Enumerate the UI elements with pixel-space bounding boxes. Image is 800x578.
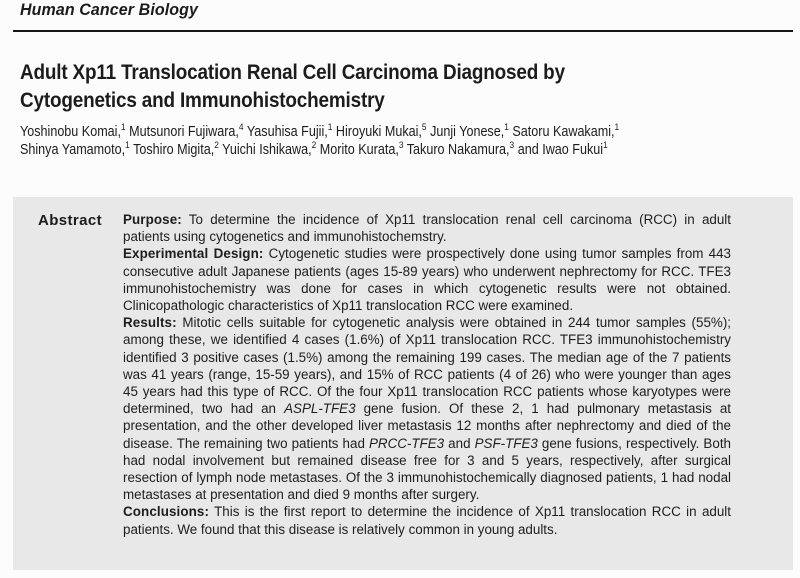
abstract-section-heading: Conclusions: — [123, 504, 210, 520]
abstract-text: Cytogenetic studies were prospectively done using tumor samples from 443 consecutive adult Japanese patients (ages 15-89 years) who underwent nephrectomy for RCC. TFE3 immunohistochemistry was done for cases in which cytogenetic results were not obtained. Clinicopathologic characteristics of Xp11 translocation RCC were examined. — [123, 246, 732, 314]
abstract-text: gene fusion. Of these 2, 1 had pulmonary metastasis at presentation, and the other developed liver metastasis 12 months after nephrectomy and died of the disease. The remaining two patients had — [123, 401, 732, 451]
author-name: Morito Kurata,$^3$ — [319, 139, 404, 158]
author-affiliation-number: 3 — [509, 139, 515, 151]
author-list — [20, 124, 619, 159]
author-name: Yoshinobu Komai,$^1$ — [20, 122, 126, 140]
abstract-section-heading: Experimental Design: — [123, 246, 264, 262]
header-rule — [13, 30, 793, 32]
section-kicker: Human Cancer Biology — [20, 1, 199, 19]
abstract-section-heading: Results: — [123, 315, 177, 331]
author-affiliation-number: 1 — [327, 122, 333, 134]
author-affiliation-number: 2 — [311, 139, 317, 151]
author-name: Toshiro Migita,$^2$ — [133, 139, 219, 158]
author-name: Mutsunori Fujiwara,$^4$ — [129, 122, 244, 140]
abstract-text: gene fusions, respectively. Both had nodal involvement but remained disease free for 3 and 5 years, respectively, after surgical resection of lymph node metastases. Of the 3 immunohistochemically diagnosed patients, 1 had nodal metastases at presentation and died 9 months after surgery. — [123, 435, 731, 503]
abstract-section — [123, 211, 731, 245]
author-name: Shinya Yamamoto,$^1$ — [20, 139, 130, 158]
author-name: Yasuhisa Fujii,$^1$ — [246, 122, 333, 140]
author-affiliation-number: 1 — [504, 122, 509, 134]
author-affiliation-number: 1 — [614, 122, 620, 134]
abstract-section — [123, 245, 731, 314]
abstract-body — [123, 211, 731, 538]
abstract-text: Mitotic cells suitable for cytogenetic analysis were obtained in 244 tumor samples (55%); among these, we identified 4 cases (1.6%) of Xp11 translocation RCC. TFE3 immunohistochemistry identified 3 positive cases (1.5%) among the remaining 199 cases. The median age of the 7 patients was 41 years (range, 15-59 years), and 15% of RCC patients (4 of 26) who were younger than ages 45 years had this type of RCC. Of the four Xp11 translocation RCC patients whose karyotypes were determined, two had an — [123, 315, 731, 417]
author-affiliation-number: 3 — [398, 139, 404, 151]
author-affiliation-number: 2 — [214, 139, 219, 151]
author-affiliation-number: 4 — [238, 122, 244, 134]
author-name: Junji Yonese,$^1$ — [430, 122, 509, 140]
abstract-text: To determine the incidence of Xp11 translocation renal cell carcinoma (RCC) in adult patients using cytogenetics and immunohistochemstry. — [123, 212, 731, 245]
abstract-label: Abstract — [38, 212, 103, 229]
author-line — [20, 124, 619, 142]
author-line — [20, 139, 619, 160]
author-affiliation-number: 1 — [120, 122, 126, 134]
gene-name: ASPL-TFE3 — [284, 401, 356, 417]
author-name: and Iwao Fukui$^1$ — [517, 139, 608, 158]
abstract-section — [123, 314, 731, 503]
article-title — [20, 58, 565, 114]
abstract-panel — [13, 197, 793, 570]
author-affiliation-number: 5 — [421, 122, 427, 134]
abstract-section-heading: Purpose: — [123, 212, 182, 227]
author-name: Hiroyuki Mukai,$^5$ — [335, 122, 427, 140]
abstract-text: This is the first report to determine the incidence of Xp11 translocation RCC in adult patients. We found that this disease is relatively common in young adults. — [123, 504, 731, 537]
author-affiliation-number: 1 — [603, 139, 608, 151]
abstract-section — [123, 503, 731, 537]
abstract-text: and — [444, 435, 475, 451]
gene-name: PRCC-TFE3 — [368, 435, 445, 451]
author-name: Satoru Kawakami,$^1$ — [512, 122, 620, 140]
article-title-line2: Cytogenetics and Immunohistochemistry — [20, 88, 385, 112]
article-title-line1: Adult Xp11 Translocation Renal Cell Carcinoma Diagnosed by — [20, 60, 565, 84]
author-name: Takuro Nakamura,$^3$ — [406, 139, 515, 158]
author-affiliation-number: 1 — [125, 139, 130, 151]
gene-name: PSF-TFE3 — [474, 435, 538, 451]
author-name: Yuichi Ishikawa,$^2$ — [222, 139, 317, 158]
